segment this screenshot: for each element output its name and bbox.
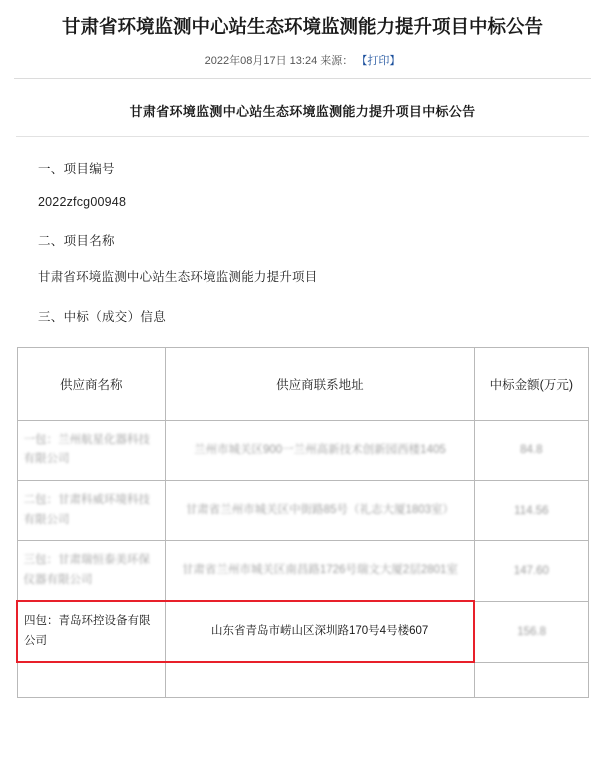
bid-result-table xyxy=(16,347,589,698)
supplier-address: 山东省青岛市崂山区深圳路170号4号楼607 xyxy=(166,601,475,662)
project-number: 2022zfcg00948 xyxy=(38,194,127,209)
article-meta xyxy=(0,40,605,78)
table-row xyxy=(17,541,589,602)
supplier-address: 甘肃省兰州市城关区南昌路1726号瑞文大厦2层2801室 xyxy=(166,541,475,602)
supplier-address: 甘肃省兰州市城关区中街路85号（礼志大厦1803室） xyxy=(166,480,475,540)
supplier-name xyxy=(17,662,166,698)
section-heading-1: 一、项目编号 xyxy=(38,161,115,176)
supplier-address: 兰州市城关区900一兰州高新技术创新园西楼1405 xyxy=(166,420,475,480)
document-title: 甘肃省环境监测中心站生态环境监测能力提升项目中标公告 xyxy=(129,103,476,119)
bid-amount xyxy=(474,662,588,698)
source-label: 来源： xyxy=(320,54,354,67)
column-header-supplier-name: 供应商名称 xyxy=(17,347,166,420)
supplier-name: 四包：青岛环控设备有限公司 xyxy=(17,601,166,662)
document-body xyxy=(0,79,605,698)
publish-date: 2022年08月17日 13:24 xyxy=(204,54,318,67)
supplier-name: 二包：甘肃科威环境科技有限公司 xyxy=(17,480,166,540)
supplier-name: 一包：兰州航星化器科技有限公司 xyxy=(17,420,166,480)
page-title: 甘肃省环境监测中心站生态环境监测能力提升项目中标公告 xyxy=(61,16,543,37)
bid-amount: 114.56 xyxy=(474,480,588,540)
table-row xyxy=(17,662,589,698)
supplier-address xyxy=(166,662,475,698)
project-name: 甘肃省环境监测中心站生态环境监测能力提升项目 xyxy=(38,269,318,284)
column-header-supplier-address: 供应商联系地址 xyxy=(166,347,475,420)
section-heading-2: 二、项目名称 xyxy=(38,233,115,248)
section-heading-3: 三、中标（成交）信息 xyxy=(38,309,167,324)
print-button[interactable]: 【打印】 xyxy=(356,54,401,67)
column-header-bid-amount: 中标金额(万元) xyxy=(474,347,588,420)
supplier-name: 三包：甘肃瑞恒泰美环保仪器有限公司 xyxy=(17,541,166,602)
table-row xyxy=(17,480,589,540)
bid-amount: 84.8 xyxy=(474,420,588,480)
table-header-row xyxy=(17,347,589,420)
bid-amount: 147.60 xyxy=(474,541,588,602)
bid-amount: 156.8 xyxy=(474,601,588,662)
table-row xyxy=(17,420,589,480)
table-row-highlighted xyxy=(17,601,589,662)
